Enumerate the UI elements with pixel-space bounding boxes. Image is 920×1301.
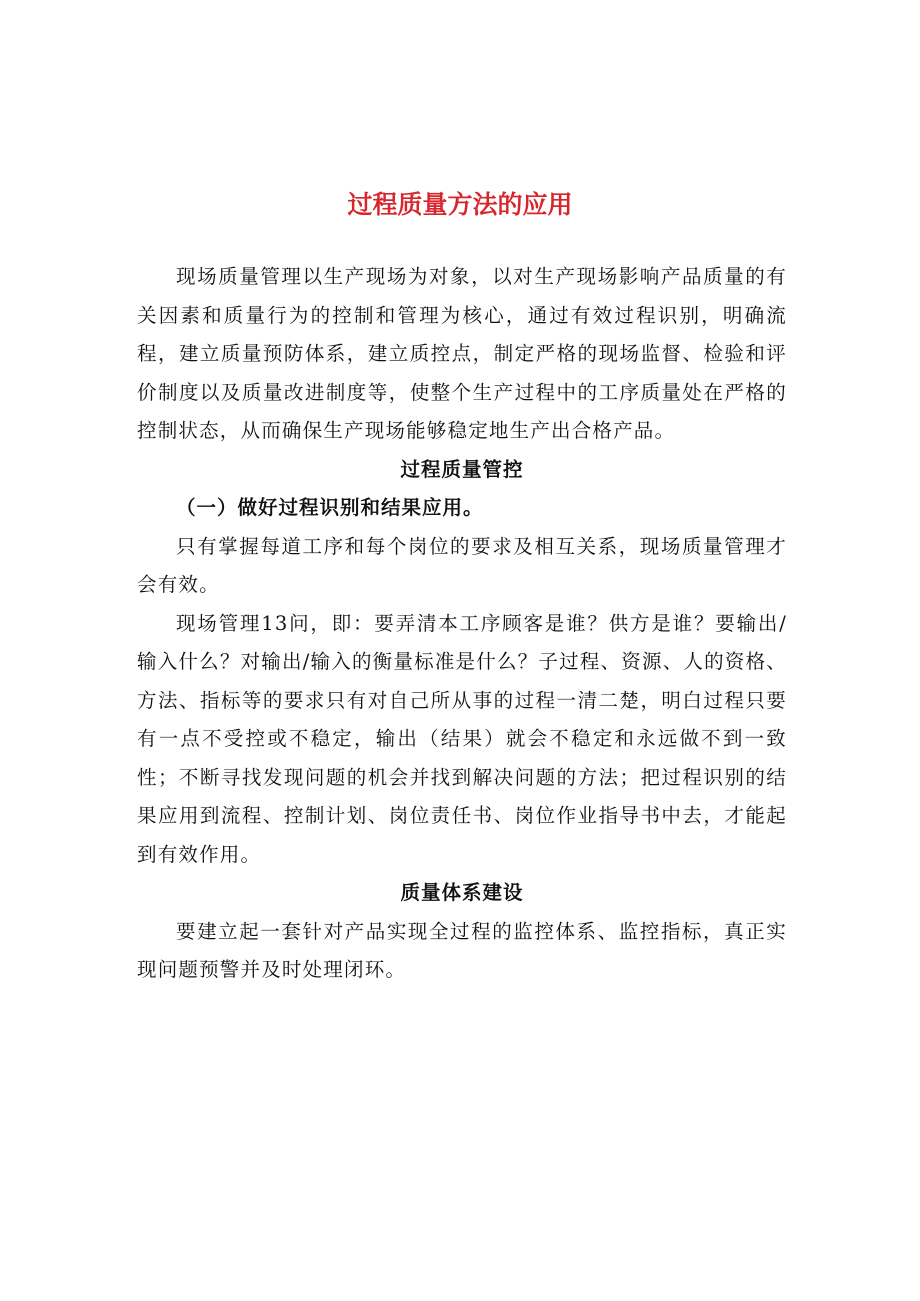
document-body [137,258,787,990]
subsection-heading-process-identification: （一）做好过程识别和结果应用。 [176,496,484,519]
section2-paragraph-1: 要建立起一套针对产品实现全过程的监控体系、监控指标，真正实现问题预警并及时处理闭环。 [137,919,787,981]
section1-paragraph-1: 只有掌握每道工序和每个岗位的要求及相互关系，现场质量管理才会有效。 [137,534,787,596]
section-heading-process-quality-control: 过程质量管控 [400,457,524,481]
section1-paragraph-2: 现场管理13问，即：要弄清本工序顾客是谁？供方是谁？要输出/输入什么？对输出/输入的衡量标准是什么？子过程、资源、人的资格、方法、指标等的要求只有对自己所从事的过程一清二楚，明白过程只要有一点不受控或不稳定，输出（结果）就会不稳定和永远做不到一致性；不断寻找发现问题的机会并找到解决问题的方法；把过程识别的结果应用到流程、控制计划、岗位责任书、岗位作业指导书中去，才能起到有效作用。 [137,611,787,866]
section-heading-quality-system: 质量体系建设 [400,881,524,904]
intro-paragraph: 现场质量管理以生产现场为对象，以对生产现场影响产品质量的有关因素和质量行为的控制和管理为核心，通过有效过程识别，明确流程，建立质量预防体系，建立质控点，制定严格的现场监督、检验和评价制度以及质量改进制度等，使整个生产过程中的工序质量处在严格的控制状态，从而确保生产现场能够稳定地生产出合格产品。 [137,265,787,442]
page-title: 过程质量方法的应用 [347,189,573,219]
